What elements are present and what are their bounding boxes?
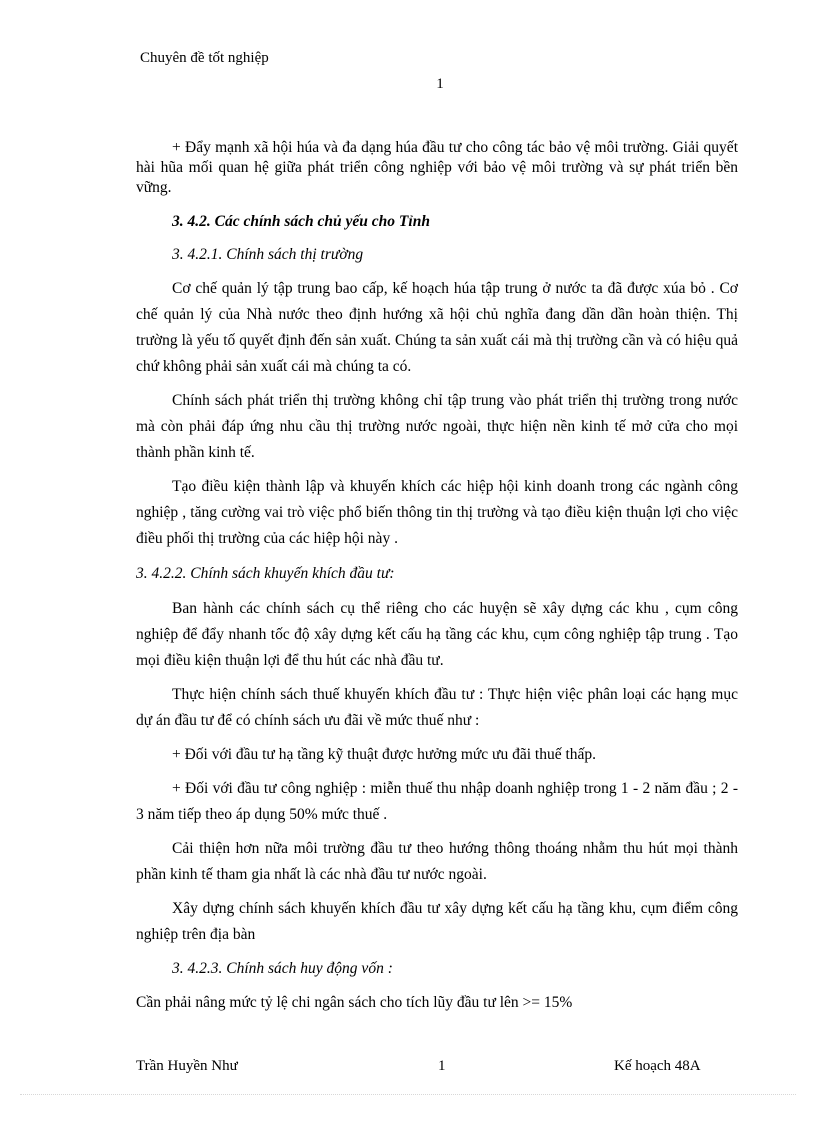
paragraph-investment-5: Cải thiện hơn nữa môi trường đầu tư theo hướng thông thoáng nhằm thu hút mọi thành phần kinh tế tham gia nhất là các nhà đầu tư nước ngoài. xyxy=(136,840,738,883)
subsection-heading-market: 3. 4.2.1. Chính sách thị trường xyxy=(172,246,364,263)
footer-author: Trần Huyền Như xyxy=(136,1058,238,1074)
paragraph-investment-2: Thực hiện chính sách thuế khuyến khích đầu tư : Thực hiện việc phân loại các hạng mục dự án đầu tư để có chính sách ưu đãi về mức thuế như : xyxy=(136,686,738,729)
header-page-number: 1 xyxy=(436,76,444,92)
paragraph-market-2: Chính sách phát triển thị trường không chỉ tập trung vào phát triển thị trường trong nước mà còn phải đáp ứng nhu cầu thị trường nước ngoài, thực hiện nền kinh tế mở cửa cho mọi thành phần kinh tế. xyxy=(136,392,738,461)
footer-page-number: 1 xyxy=(438,1058,446,1074)
paragraph-market-3: Tạo điều kiện thành lập và khuyến khích các hiệp hội kinh doanh trong các ngành công nghiệp , tăng cường vai trò việc phổ biến thông tin thị trường và tạo điều kiện thuận lợi cho việc điều phối thị trường của các hiệp hội này . xyxy=(136,478,738,547)
page-bottom-divider xyxy=(20,1094,796,1095)
footer-class: Kế hoạch 48A xyxy=(614,1058,701,1074)
paragraph-environment: + Đẩy mạnh xã hội húa và đa dạng húa đầu tư cho công tác bảo vệ môi trường. Giải quyết hài hũa mối quan hệ giữa phát triển công nghiệp với bảo vệ môi trường và sự phát triển bền vững. xyxy=(136,139,738,196)
subsection-heading-capital: 3. 4.2.3. Chính sách huy động vốn : xyxy=(172,960,393,977)
header-title: Chuyên đề tốt nghiệp xyxy=(140,50,269,66)
paragraph-investment-1: Ban hành các chính sách cụ thể riêng cho các huyện sẽ xây dựng các khu , cụm công nghiệp để đẩy nhanh tốc độ xây dựng kết cấu hạ tầng các khu, cụm công nghiệp tập trung . Tạo mọi điều kiện thuận lợi để thu hút các nhà đầu tư. xyxy=(136,600,738,669)
subsection-heading-investment: 3. 4.2.2. Chính sách khuyến khích đầu tư: xyxy=(136,565,395,582)
document-body xyxy=(136,138,738,1016)
paragraph-investment-3: + Đối với đầu tư hạ tầng kỹ thuật được hưởng mức ưu đãi thuế thấp. xyxy=(172,746,597,763)
paragraph-investment-6: Xây dựng chính sách khuyến khích đầu tư xây dựng kết cấu hạ tầng khu, cụm điểm công nghiệp trên địa bàn xyxy=(136,900,738,943)
paragraph-market-1: Cơ chế quản lý tập trung bao cấp, kế hoạch húa tập trung ở nước ta đã được xúa bỏ . Cơ chế quản lý của Nhà nước theo định hướng xã hội chủ nghĩa đang dần dần hoàn thiện. Thị trường là yếu tố quyết định đến sản xuất. Chúng ta sản xuất cái mà thị trường cần và có hiệu quả chứ không phải sản xuất cái mà chúng ta có. xyxy=(136,280,738,375)
paragraph-capital-1: Cần phải nâng mức tỷ lệ chi ngân sách cho tích lũy đầu tư lên >= 15% xyxy=(136,994,573,1011)
paragraph-investment-4: + Đối với đầu tư công nghiệp : miễn thuế thu nhập doanh nghiệp trong 1 - 2 năm đầu ; 2 - 3 năm tiếp theo áp dụng 50% mức thuế . xyxy=(136,780,738,823)
section-heading-policies: 3. 4.2. Các chính sách chủ yếu cho Tỉnh xyxy=(172,213,430,230)
